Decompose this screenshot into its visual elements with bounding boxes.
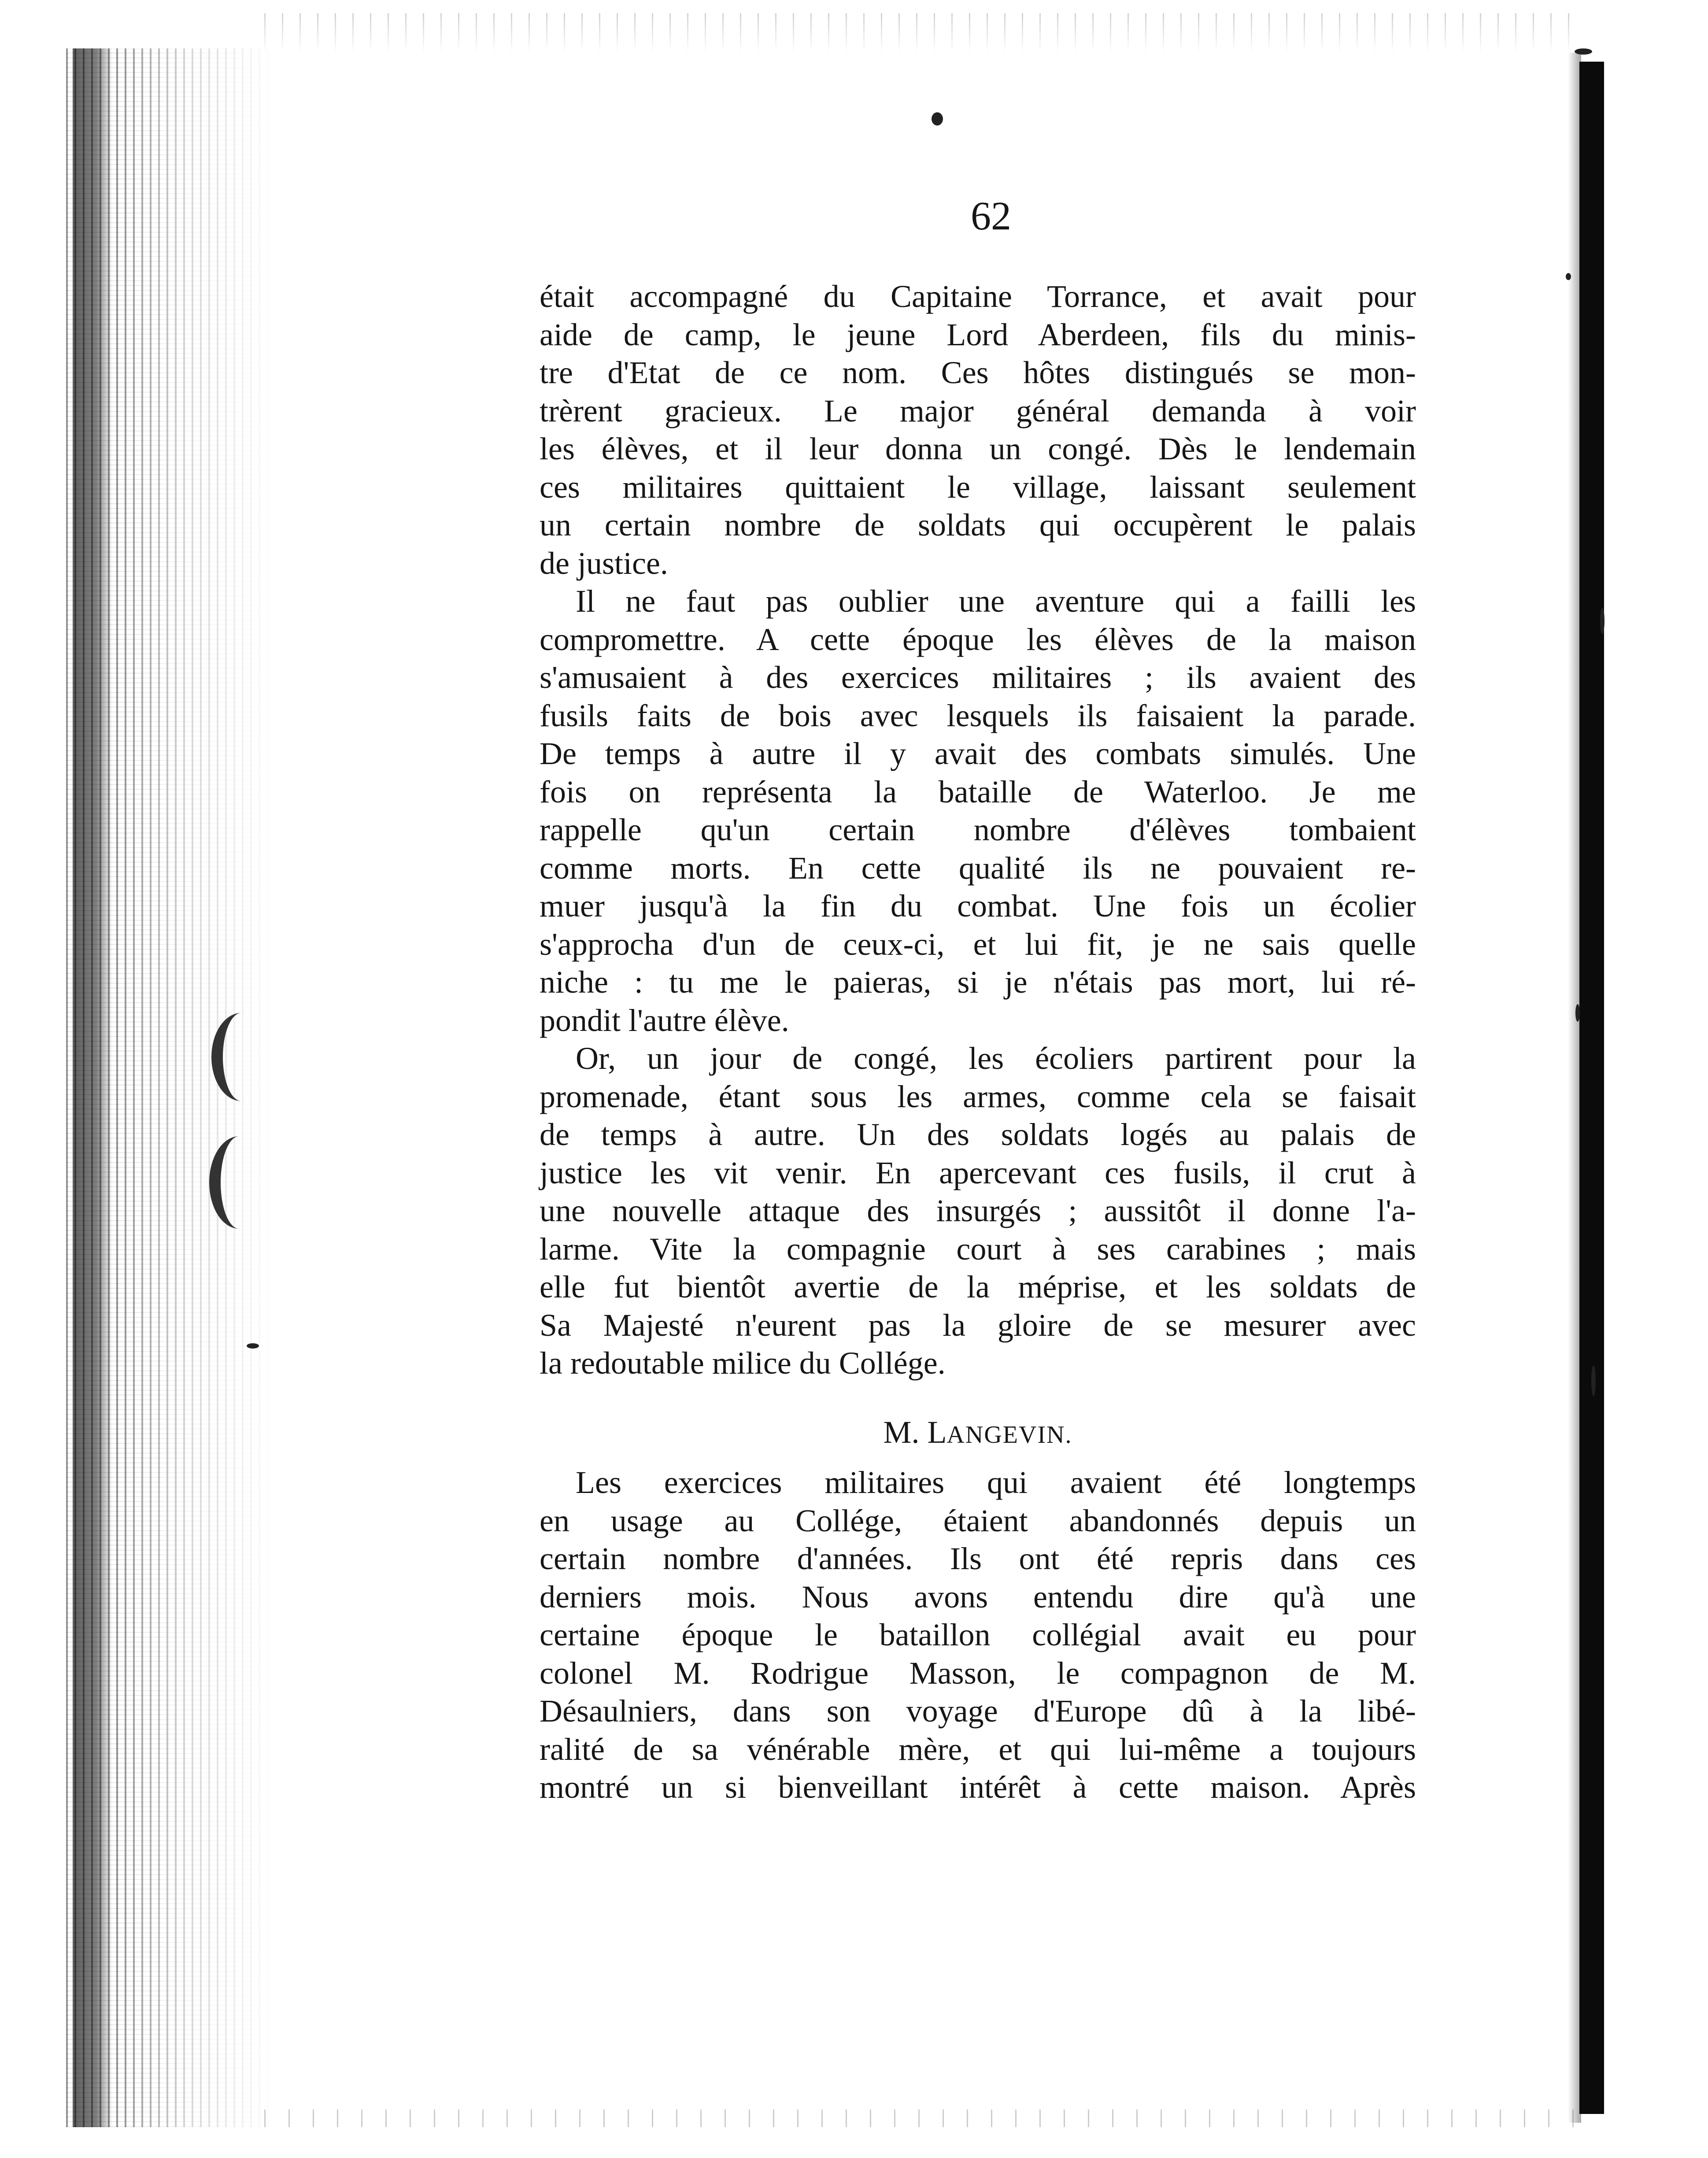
section-heading-rest: ANGEVIN. [946,1421,1072,1449]
text-line: muer jusqu'à la fin du combat. Une fois un écolier [540,888,1416,924]
text-line: larme. Vite la compagnie court à ses carabines ; mais [540,1231,1416,1267]
ink-speck [932,112,943,126]
top-edge-noise [264,13,1586,53]
text-line: certain nombre d'années. Ils ont été repris dans ces [540,1541,1416,1576]
text-line: montré un si bienveillant intérêt à cette maison. Après [540,1770,1416,1805]
ink-speck [1600,608,1604,634]
section-heading [540,1413,1416,1454]
right-edge-bar [1579,62,1604,2114]
text-line: était accompagné du Capitaine Torrance, et avait pour [540,279,1416,314]
text-line: comme morts. En cette qualité ils ne pouvaient re- [540,850,1416,886]
ink-speck [1575,1004,1580,1022]
text-line: niche : tu me le paieras, si je n'étais pas mort, lui ré- [540,964,1416,1000]
text-line: tre d'Etat de ce nom. Ces hôtes distingués se mon- [540,355,1416,390]
text-line: compromettre. A cette époque les élèves de la maison [540,621,1416,657]
text-line: fois on représenta la bataille de Waterloo. Je me [540,774,1416,809]
text-line: colonel M. Rodrigue Masson, le compagnon de M. [540,1655,1416,1691]
bottom-edge-noise [264,2110,1586,2127]
ink-speck [1591,1365,1596,1396]
ink-speck [1566,273,1571,280]
text-line: rappelle qu'un certain nombre d'élèves tombaient [540,812,1416,847]
text-line: ralité de sa vénérable mère, et qui lui-même a toujours [540,1731,1416,1767]
ink-speck [247,1343,259,1349]
page-number: 62 [971,193,1011,238]
text-line: ces militaires quittaient le village, laissant seulement [540,469,1416,505]
text-line: De temps à autre il y avait des combats simulés. Une [540,736,1416,771]
text-line: s'amusaient à des exercices militaires ; ils avaient des [540,660,1416,695]
text-line: derniers mois. Nous avons entendu dire qu'à une [540,1579,1416,1615]
margin-bracket-mark [209,1136,269,1229]
text-line: Désaulniers, dans son voyage d'Europe dû à la libé- [540,1693,1416,1729]
paragraph [540,1463,1416,1807]
text-line: un certain nombre de soldats qui occupèrent le palais [540,507,1416,543]
paragraph [540,582,1416,1039]
text-line: trèrent gracieux. Le major général demanda à voir [540,393,1416,429]
text-line: de justice. [540,545,668,581]
text-line: Sa Majesté n'eurent pas la gloire de se mesurer avec [540,1307,1416,1343]
text-line: fusils faits de bois avec lesquels ils faisaient la parade. [540,698,1416,733]
text-line: Il ne faut pas oublier une aventure qui a failli les [576,584,1416,619]
text-line: pondit l'autre élève. [540,1002,789,1038]
text-line: promenade, étant sous les armes, comme cela se faisait [540,1079,1416,1114]
text-line: la redoutable milice du Collége. [540,1345,946,1381]
text-line: Or, un jour de congé, les écoliers partirent pour la [576,1041,1416,1076]
text-line: elle fut bientôt avertie de la méprise, et les soldats de [540,1269,1416,1304]
text-line: Les exercices militaires qui avaient été longtemps [576,1465,1416,1500]
paragraph [540,277,1416,582]
text-line: certaine époque le bataillon collégial avait eu pour [540,1617,1416,1652]
text-line: de temps à autre. Un des soldats logés au palais de [540,1117,1416,1152]
text-line: justice les vit venir. En apercevant ces fusils, il crut à [540,1155,1416,1190]
text-line: une nouvelle attaque des insurgés ; aussitôt il donne l'a- [540,1193,1416,1228]
body-text [540,277,1416,1807]
paragraph [540,1039,1416,1382]
text-line: aide de camp, le jeune Lord Aberdeen, fils du minis- [540,317,1416,352]
margin-bracket-mark [211,1013,271,1101]
text-line: s'approcha d'un de ceux-ci, et lui fit, je ne sais quelle [540,926,1416,962]
text-line: les élèves, et il leur donna un congé. Dès le lendemain [540,431,1416,466]
ink-speck [1575,48,1592,55]
text-line: en usage au Collége, étaient abandonnés depuis un [540,1503,1416,1538]
section-heading-lead: M. L [883,1414,947,1450]
